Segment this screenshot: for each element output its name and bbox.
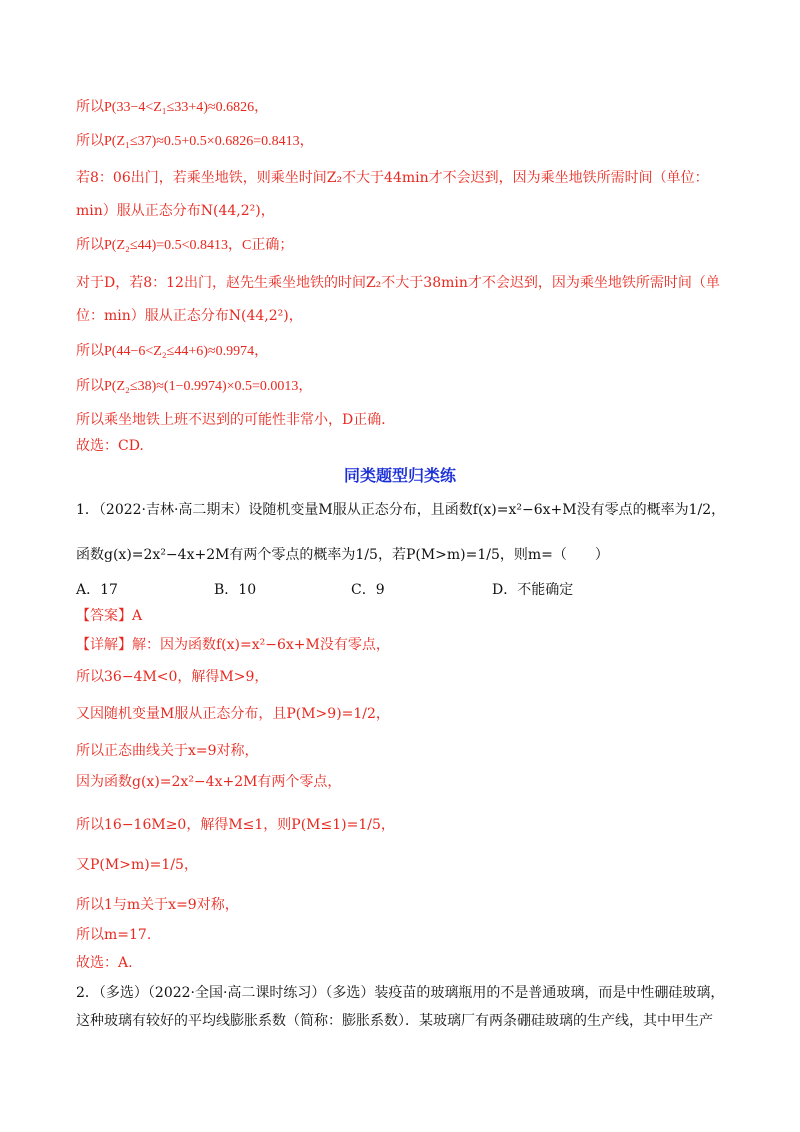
option-d: D．不能确定 [492,582,574,598]
solution-line: 所以乘坐地铁上班不迟到的可能性非常小，D正确． [76,412,396,428]
option-b: B．10 [214,582,257,598]
solution-line: 若8：06出门，若乘坐地铁，则乘坐时间Z₂不大于44min才不会迟到，因为乘坐地铁所需时间（单位： [76,170,709,186]
detail-line: 所以36−4M<0，解得M>9， [76,669,269,685]
detail-line: 又P(M>m)=1/5， [76,857,198,873]
detail-line: 所以m=17. [76,927,152,943]
detail-line: 所以1与m关于x=9对称， [76,897,239,913]
solution-line: 对于D，若8：12出门，赵先生乘坐地铁的时间Z₂不大于38min才不会迟到，因为乘坐地铁所需时间（单 [76,275,720,291]
section-title: 同类题型归类练 [343,466,456,485]
solution-line: 所以P(33−4<Z₁≤33+4)≈0.6826， [76,100,269,115]
detail-line: 又因随机变量M服从正态分布，且P(M>9)=1/2， [76,706,390,722]
detail-final-choice: 故选：A. [76,955,133,971]
option-c: C．9 [351,582,385,598]
detail-line: 【详解】解：因为函数f(x)=x²−6x+M没有零点， [76,637,390,653]
detail-line: 所以正态曲线关于x=9对称， [76,743,259,759]
solution-line: min）服从正态分布N(44,2²)， [76,203,275,219]
question-1-stem-line1: 1．（2022·吉林·高二期末）设随机变量M服从正态分布，且函数f(x)=x²−6x+M没有零点的概率为1/2， [76,502,726,518]
question-2-stem-line2: 这种玻璃有较好的平均线膨胀系数（简称：膨胀系数）．某玻璃厂有两条硼硅玻璃的生产线，其中甲生产 [76,1013,713,1029]
answer-line: 【答案】A [76,608,143,624]
question-1-stem-line2: 函数g(x)=2x²−4x+2M有两个零点的概率为1/5，若P(M>m)=1/5，则m=（ ） [76,547,609,563]
solution-line: 所以P(Z₁≤37)≈0.5+0.5×0.6826=0.8413， [76,134,314,149]
solution-line: 所以P(Z₂≤44)=0.5<0.8413，C正确； [76,238,294,253]
solution-line: 所以P(44−6<Z₂≤44+6)≈0.9974， [76,344,269,359]
solution-final-choice: 故选：CD. [76,438,144,454]
detail-line: 所以16−16M≥0，解得M≤1，则P(M≤1)=1/5， [76,817,395,833]
solution-line: 位：min）服从正态分布N(44,2²)， [76,308,303,324]
solution-line: 所以P(Z₂≤38)≈(1−0.9974)×0.5=0.0013， [76,379,313,394]
question-2-stem-line1: 2．（多选）（2022·全国·高二课时练习）（多选）装疫苗的玻璃瓶用的不是普通玻璃，而是中性硼硅玻璃， [76,985,725,1001]
option-a: A．17 [76,582,118,598]
detail-line: 因为函数g(x)=2x²−4x+2M有两个零点， [76,774,342,790]
